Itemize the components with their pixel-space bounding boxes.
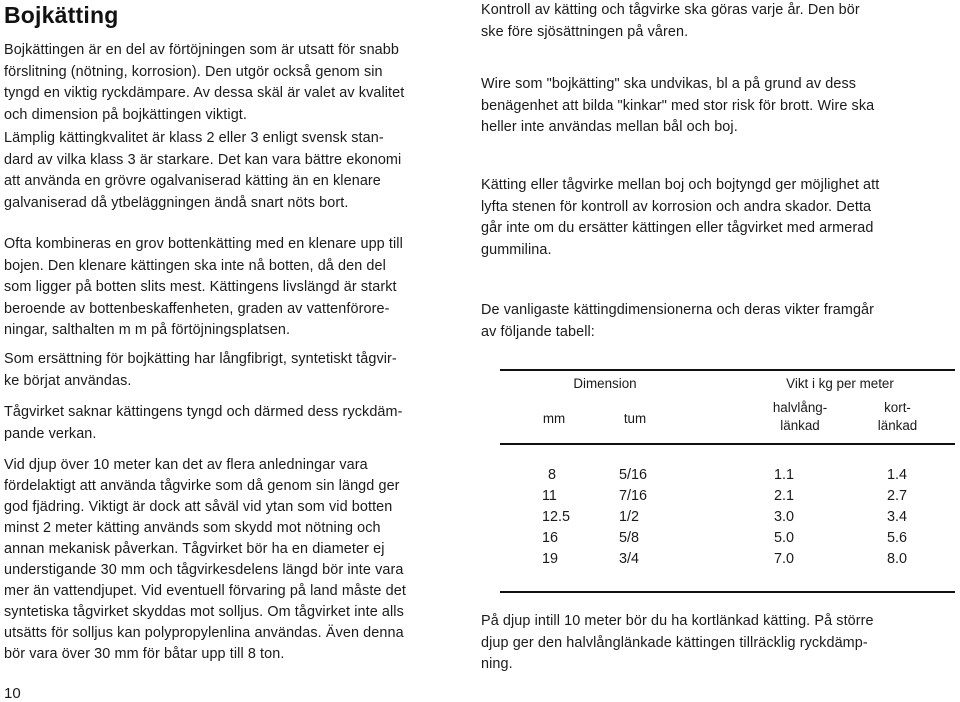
text-line: dard av vilka klass 3 är starkare. Det kan vara bättre ekonomi xyxy=(4,151,402,168)
paragraph-stone-lift xyxy=(481,175,955,261)
text-line: De vanligaste kättingdimensionerna och deras vikter framgår xyxy=(481,302,875,318)
paragraph-deep-water xyxy=(4,455,460,665)
subheader-half-long-line: länkad xyxy=(780,418,820,433)
text-line: av följande tabell: xyxy=(481,323,595,340)
text-line: god fjädring. Viktigt är dock att såväl vid ytan som vid botten xyxy=(4,499,393,515)
subheader-short xyxy=(860,399,935,435)
paragraph-bottom-chain xyxy=(4,234,460,342)
table-rule-mid xyxy=(500,443,955,445)
subheader-half-long xyxy=(755,399,845,435)
cell-short: 3.4 xyxy=(887,509,908,525)
page-number: 10 xyxy=(4,685,21,702)
paragraph-inspection xyxy=(481,0,955,43)
cell-mm: 19 xyxy=(542,551,559,567)
text-line: ningar, salthalten m m på förtöjningsplatsen. xyxy=(4,322,291,338)
paragraph-wire xyxy=(481,74,955,139)
header-weight: Vikt i kg per meter xyxy=(786,376,894,391)
paragraph-rope-weight xyxy=(4,402,460,445)
text-line: ning. xyxy=(481,656,513,672)
cell-half-long: 2.1 xyxy=(774,488,795,504)
cell-short: 8.0 xyxy=(887,551,908,567)
text-line: gummilina. xyxy=(481,241,552,258)
cell-half-long: 7.0 xyxy=(774,551,795,567)
text-line: understigande 30 mm och tågvirkesdelens längd bör inte vara xyxy=(4,562,404,578)
paragraph-intro xyxy=(4,40,460,126)
text-line: pande verkan. xyxy=(4,425,97,442)
page-title: Bojkätting xyxy=(4,2,119,28)
text-line: ske före sjösättningen på våren. xyxy=(481,23,689,40)
subheader-mm: mm xyxy=(542,411,566,426)
table-rule-top xyxy=(500,369,955,371)
subheader-half-long-line: halvlång- xyxy=(772,400,828,415)
text-line: utsätts för solljus kan polypropylenlina användas. Även denna xyxy=(4,625,404,641)
text-line: lyfta stenen för kontroll av korrosion och andra skador. Detta xyxy=(481,198,872,215)
text-line: bör vara över 30 mm för båtar upp till 8 ton. xyxy=(4,646,285,662)
text-line: På djup intill 10 meter bör du ha kortlänkad kätting. På större xyxy=(481,613,874,629)
text-line: heller inte användas mellan bål och boj. xyxy=(481,119,738,135)
cell-tum: 7/16 xyxy=(619,488,648,504)
text-line: Som ersättning för bojkätting har långfibrigt, syntetiskt tågvir- xyxy=(4,351,397,367)
text-line: bojen. Den klenare kättingen ska inte nå botten, då den del xyxy=(4,257,386,274)
cell-mm: 12.5 xyxy=(542,509,571,525)
text-line: benägenhet att bilda "kinkar" med stor risk för brott. Wire ska xyxy=(481,97,875,114)
cell-tum: 1/2 xyxy=(619,509,640,525)
table-rule-bottom xyxy=(500,591,955,593)
text-line: Kontroll av kätting och tågvirke ska göras varje år. Den bör xyxy=(481,2,860,18)
text-line: Kätting eller tågvirke mellan boj och bojtyngd ger möjlighet att xyxy=(481,177,880,193)
cell-tum: 5/8 xyxy=(619,530,640,546)
paragraph-replacement xyxy=(4,349,460,392)
text-line: annan mekanisk påverkan. Tågvirket bör ha en diameter ej xyxy=(4,541,385,557)
cell-half-long: 3.0 xyxy=(774,509,795,525)
subheader-tum: tum xyxy=(623,411,647,426)
text-line: Ofta kombineras en grov bottenkätting med en klenare upp till xyxy=(4,236,403,252)
paragraph-quality xyxy=(4,128,460,214)
text-line: Tågvirket saknar kättingens tyngd och därmed dess ryckdäm- xyxy=(4,404,403,420)
cell-mm: 8 xyxy=(548,467,557,483)
text-line: Bojkättingen är en del av förtöjningen som är utsatt för snabb xyxy=(4,42,399,58)
paragraph-conclusion xyxy=(481,611,955,676)
cell-half-long: 5.0 xyxy=(774,530,795,546)
cell-mm: 16 xyxy=(542,530,559,546)
text-line: beroende av bottenbeskaffenheten, graden av vattenförore- xyxy=(4,300,390,317)
text-line: djup ger den halvlånglänkade kättingen tillräcklig ryckdämp- xyxy=(481,634,868,651)
subheader-short-line: kort- xyxy=(884,400,911,415)
text-line: fördelaktigt att använda tågvirke som då genom sin längd ger xyxy=(4,478,400,494)
text-line: att använda en grövre ogalvaniserad kätting än en klenare xyxy=(4,173,381,189)
header-dimension: Dimension xyxy=(573,376,637,391)
text-line: Wire som "bojkätting" ska undvikas, bl a på grund av dess xyxy=(481,76,857,92)
text-line: Lämplig kättingkvalitet är klass 2 eller 3 enligt svensk stan- xyxy=(4,130,384,146)
text-line: minst 2 meter kätting används som skydd mot nötning och xyxy=(4,520,381,536)
cell-tum: 3/4 xyxy=(619,551,640,567)
text-line: tyngd en viktig ryckdämpare. Av dessa skäl är valet av kvalitet xyxy=(4,85,405,101)
cell-half-long: 1.1 xyxy=(774,467,795,483)
text-line: mer än vattendjupet. Vid eventuell förvaring på land måste det xyxy=(4,583,406,599)
text-line: Vid djup över 10 meter kan det av flera anledningar vara xyxy=(4,457,368,473)
text-line: och dimension på bojkättingen viktigt. xyxy=(4,106,247,123)
cell-short: 1.4 xyxy=(887,467,908,483)
text-line: förslitning (nötning, korrosion). Den utgör också genom sin xyxy=(4,63,383,80)
cell-tum: 5/16 xyxy=(619,467,648,483)
cell-short: 5.6 xyxy=(887,530,908,546)
cell-mm: 11 xyxy=(542,488,557,504)
text-line: går inte om du ersätter kättingen eller tågvirket med armerad xyxy=(481,220,874,236)
cell-short: 2.7 xyxy=(887,488,908,504)
text-line: galvaniserad då ytbeläggningen ändå snart nöts bort. xyxy=(4,194,349,211)
text-line: ke börjat användas. xyxy=(4,372,132,389)
text-line: syntetiska tågvirket skyddas mot solljus. Om tågvirket inte alls xyxy=(4,604,404,620)
paragraph-table-intro xyxy=(481,300,955,343)
text-line: som ligger på botten slits mest. Kättingens livslängd är starkt xyxy=(4,279,397,295)
subheader-short-line: länkad xyxy=(877,418,918,433)
